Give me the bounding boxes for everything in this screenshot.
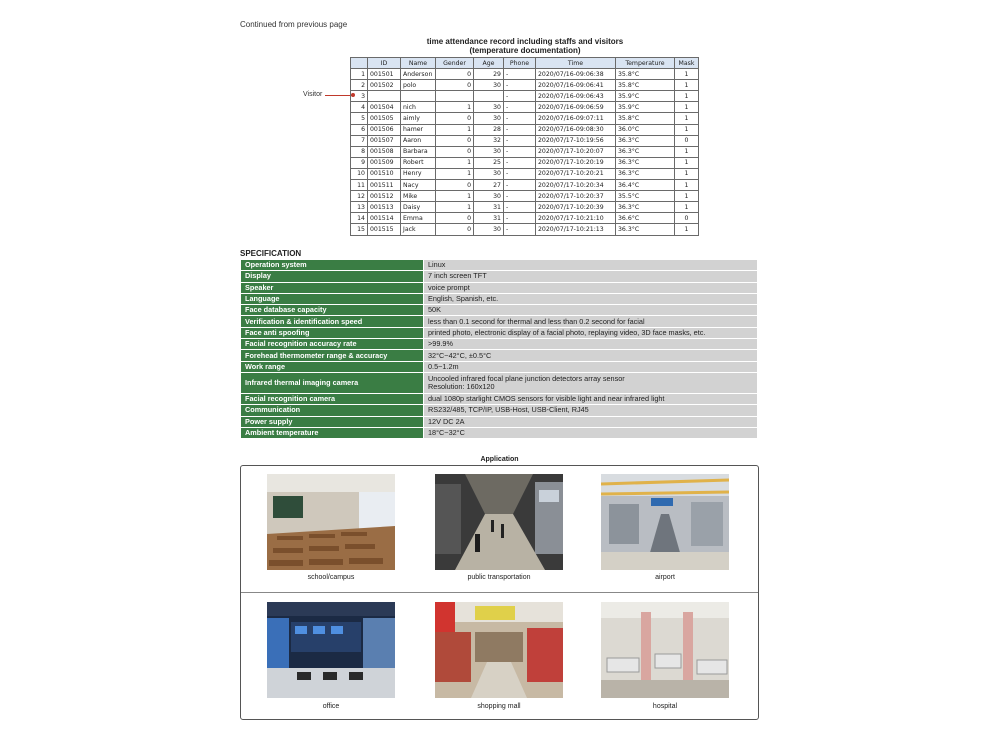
table-cell: Mike [401, 191, 436, 202]
table-cell: 36.4°C [616, 180, 675, 191]
table-cell: 30 [474, 102, 504, 113]
visitor-pointer-line [325, 95, 353, 96]
table-cell: - [504, 202, 536, 213]
spec-row [241, 305, 758, 316]
col-header-name: Name [401, 58, 436, 69]
table-cell: 001508 [368, 146, 401, 157]
table-cell: 2020/07/17-10:20:07 [536, 146, 616, 157]
col-header-temperature: Temperature [616, 58, 675, 69]
table-cell: 0 [675, 135, 699, 146]
spec-value: printed photo, electronic display of a facial photo, replaying video, 3D face masks, etc. [424, 327, 758, 338]
table-cell: 30 [474, 146, 504, 157]
spec-row [241, 327, 758, 338]
attendance-title-line1: time attendance record including staffs and visitors [426, 37, 624, 46]
table-cell: 36.6°C [616, 213, 675, 224]
table-row [351, 102, 699, 113]
table-cell: Daisy [401, 202, 436, 213]
table-cell: - [504, 191, 536, 202]
spec-row [241, 372, 758, 393]
caption-transport: public transportation [467, 574, 531, 581]
table-cell: 001511 [368, 180, 401, 191]
table-cell: Aaron [401, 135, 436, 146]
spec-key: Speaker [241, 282, 424, 293]
table-cell: Jack [401, 224, 436, 235]
col-header-index [351, 58, 368, 69]
table-cell: 2020/07/16-09:06:43 [536, 91, 616, 102]
table-cell: - [504, 146, 536, 157]
col-header-id: ID [368, 58, 401, 69]
table-cell [368, 91, 401, 102]
spec-row [241, 405, 758, 416]
table-cell: 1 [675, 80, 699, 91]
spec-row [241, 260, 758, 271]
table-cell [436, 91, 474, 102]
table-cell: 0 [675, 213, 699, 224]
table-cell: hamer [401, 124, 436, 135]
table-cell: 2020/07/16-09:06:38 [536, 69, 616, 80]
table-cell: 35.8°C [616, 80, 675, 91]
table-cell: 9 [351, 157, 368, 168]
spec-key: Communication [241, 405, 424, 416]
table-cell: 2020/07/16-09:06:41 [536, 80, 616, 91]
spec-value: RS232/485, TCP/IP, USB-Host, USB-Client, RJ45 [424, 405, 758, 416]
table-cell: - [504, 80, 536, 91]
spec-value-line2: Resolution: 160x120 [428, 381, 495, 391]
caption-airport: airport [655, 574, 675, 581]
table-cell: 36.3°C [616, 168, 675, 179]
mall-photo [435, 602, 563, 698]
table-row [351, 180, 699, 191]
visitor-label: Visitor [303, 91, 323, 98]
table-cell: - [504, 213, 536, 224]
spec-value: 7 inch screen TFT [424, 271, 758, 282]
table-cell: - [504, 224, 536, 235]
table-cell: 0 [436, 146, 474, 157]
table-cell: 36.3°C [616, 224, 675, 235]
table-cell: polo [401, 80, 436, 91]
table-cell: 2020/07/17-10:20:21 [536, 168, 616, 179]
table-cell: 1 [675, 69, 699, 80]
spec-key: Language [241, 293, 424, 304]
table-cell: 35.8°C [616, 113, 675, 124]
table-cell: 6 [351, 124, 368, 135]
table-row [351, 135, 699, 146]
spec-row [241, 361, 758, 372]
table-cell: 1 [436, 202, 474, 213]
table-cell: 4 [351, 102, 368, 113]
table-cell: 36.3°C [616, 135, 675, 146]
table-cell: 11 [351, 180, 368, 191]
table-cell: 001514 [368, 213, 401, 224]
spec-key: Verification & identification speed [241, 316, 424, 327]
table-cell: 2020/07/16-09:08:30 [536, 124, 616, 135]
spec-row [241, 282, 758, 293]
table-cell: 001513 [368, 202, 401, 213]
table-cell: - [504, 113, 536, 124]
col-header-age: Age [474, 58, 504, 69]
caption-hospital: hospital [652, 703, 678, 710]
caption-office: office [322, 703, 340, 710]
table-cell: 36.3°C [616, 202, 675, 213]
classroom-photo [267, 474, 395, 570]
table-cell: aimly [401, 113, 436, 124]
spec-row [241, 316, 758, 327]
table-cell: 1 [675, 224, 699, 235]
table-cell: 27 [474, 180, 504, 191]
spec-key: Ambient temperature [241, 427, 424, 438]
table-row [351, 202, 699, 213]
table-cell: - [504, 69, 536, 80]
table-cell: - [504, 124, 536, 135]
table-row [351, 191, 699, 202]
table-cell: 001505 [368, 113, 401, 124]
table-cell: 36.3°C [616, 146, 675, 157]
table-cell: 31 [474, 202, 504, 213]
spec-row [241, 339, 758, 350]
airport-photo [601, 474, 729, 570]
table-cell: 2 [351, 80, 368, 91]
table-cell: 001507 [368, 135, 401, 146]
table-cell [474, 91, 504, 102]
table-cell: 1 [436, 102, 474, 113]
subway-photo [435, 474, 563, 570]
table-cell: 001501 [368, 69, 401, 80]
table-cell: 13 [351, 202, 368, 213]
spec-value: dual 1080p starlight CMOS sensors for visible light and near infrared light [424, 393, 758, 404]
spec-value-line1: Uncooled infrared focal plane junction detectors array sensor [428, 373, 625, 383]
spec-value [424, 372, 758, 393]
spec-value: 12V DC 2A [424, 416, 758, 427]
table-cell: - [504, 157, 536, 168]
table-cell: 36.0°C [616, 124, 675, 135]
table-cell: - [504, 168, 536, 179]
table-cell: 35.5°C [616, 191, 675, 202]
spec-value: 18°C~32°C [424, 427, 758, 438]
caption-mall: shopping mall [477, 703, 521, 710]
table-cell: 2020/07/17-10:20:34 [536, 180, 616, 191]
table-cell: 0 [436, 213, 474, 224]
spec-key: Operation system [241, 260, 424, 271]
table-cell: 1 [675, 113, 699, 124]
table-cell: 35.8°C [616, 69, 675, 80]
spec-key: Face anti spoofing [241, 327, 424, 338]
table-cell: Anderson [401, 69, 436, 80]
spec-row [241, 416, 758, 427]
col-header-time: Time [536, 58, 616, 69]
table-cell: 0 [436, 224, 474, 235]
table-cell: 30 [474, 168, 504, 179]
spec-row [241, 393, 758, 404]
table-cell: 2020/07/17-10:20:37 [536, 191, 616, 202]
col-header-mask: Mask [675, 58, 699, 69]
spec-value: Linux [424, 260, 758, 271]
spec-key: Forehead thermometer range & accuracy [241, 350, 424, 361]
table-cell: Nacy [401, 180, 436, 191]
table-cell: 001506 [368, 124, 401, 135]
table-cell: 30 [474, 80, 504, 91]
table-cell: nich [401, 102, 436, 113]
table-cell: 30 [474, 191, 504, 202]
office-photo [267, 602, 395, 698]
table-cell: 29 [474, 69, 504, 80]
table-cell: 1 [675, 146, 699, 157]
table-cell: 28 [474, 124, 504, 135]
table-cell: 1 [675, 91, 699, 102]
spec-value: voice prompt [424, 282, 758, 293]
table-cell: 0 [436, 135, 474, 146]
table-cell: - [504, 102, 536, 113]
table-cell: 30 [474, 113, 504, 124]
table-row [351, 168, 699, 179]
spec-row [241, 293, 758, 304]
table-cell: 35.9°C [616, 91, 675, 102]
caption-school: school/campus [307, 574, 355, 581]
table-cell: 1 [675, 102, 699, 113]
table-cell: 10 [351, 168, 368, 179]
spec-key: Work range [241, 361, 424, 372]
table-cell: 0 [436, 113, 474, 124]
spec-key: Facial recognition camera [241, 393, 424, 404]
spec-row [241, 427, 758, 438]
table-cell: 1 [675, 168, 699, 179]
table-cell: Henry [401, 168, 436, 179]
col-header-gender: Gender [436, 58, 474, 69]
spec-key: Display [241, 271, 424, 282]
table-cell: 31 [474, 213, 504, 224]
table-cell: 001509 [368, 157, 401, 168]
specification-title: SPECIFICATION [240, 249, 302, 258]
table-cell: 2020/07/16-09:07:11 [536, 113, 616, 124]
table-row [351, 80, 699, 91]
table-row [351, 213, 699, 224]
col-header-phone: Phone [504, 58, 536, 69]
table-cell: 2020/07/17-10:20:39 [536, 202, 616, 213]
table-cell: 1 [436, 168, 474, 179]
attendance-header-row [351, 58, 699, 69]
table-cell: 0 [436, 80, 474, 91]
table-cell: Robert [401, 157, 436, 168]
table-cell: 0 [436, 69, 474, 80]
spec-value: 32°C~42°C, ±0.5°C [424, 350, 758, 361]
table-row [351, 124, 699, 135]
table-cell: 3 [351, 91, 368, 102]
table-cell: 1 [436, 157, 474, 168]
table-cell: - [504, 91, 536, 102]
table-cell [401, 91, 436, 102]
table-cell: Emma [401, 213, 436, 224]
table-cell: 001510 [368, 168, 401, 179]
application-title: Application [480, 456, 519, 463]
application-divider [241, 592, 758, 593]
continued-note: Continued from previous page [240, 20, 348, 29]
table-cell: 8 [351, 146, 368, 157]
spec-key: Face database capacity [241, 305, 424, 316]
spec-value: >99.9% [424, 339, 758, 350]
spec-row [241, 350, 758, 361]
spec-value: less than 0.1 second for thermal and less than 0.2 second for facial [424, 316, 758, 327]
table-cell: 2020/07/17-10:19:56 [536, 135, 616, 146]
table-cell: 1 [675, 180, 699, 191]
table-cell: 0 [436, 180, 474, 191]
table-cell: 30 [474, 224, 504, 235]
table-cell: 1 [675, 202, 699, 213]
spec-value: 0.5~1.2m [424, 361, 758, 372]
table-cell: 12 [351, 191, 368, 202]
attendance-title-line2: (temperature documentation) [469, 46, 581, 55]
table-cell: 1 [675, 191, 699, 202]
table-cell: 15 [351, 224, 368, 235]
table-row [351, 224, 699, 235]
specification-table [240, 259, 758, 439]
hospital-photo [601, 602, 729, 698]
table-cell: 1 [351, 69, 368, 80]
spec-value: 50K [424, 305, 758, 316]
table-row [351, 157, 699, 168]
attendance-title [330, 37, 720, 55]
table-cell: 1 [675, 157, 699, 168]
table-cell: 35.9°C [616, 102, 675, 113]
spec-key: Power supply [241, 416, 424, 427]
table-cell: 001504 [368, 102, 401, 113]
table-row [351, 91, 699, 102]
table-cell: 001512 [368, 191, 401, 202]
table-row [351, 146, 699, 157]
table-cell: 1 [436, 191, 474, 202]
table-row [351, 113, 699, 124]
table-cell: 1 [675, 124, 699, 135]
spec-row [241, 271, 758, 282]
table-cell: 1 [436, 124, 474, 135]
table-cell: 25 [474, 157, 504, 168]
attendance-table [350, 57, 699, 236]
table-cell: 14 [351, 213, 368, 224]
spec-key: Infrared thermal imaging camera [241, 372, 424, 393]
table-cell: 001502 [368, 80, 401, 91]
spec-key: Facial recognition accuracy rate [241, 339, 424, 350]
table-cell: 5 [351, 113, 368, 124]
table-cell: Barbara [401, 146, 436, 157]
table-cell: - [504, 180, 536, 191]
table-row [351, 69, 699, 80]
table-cell: - [504, 135, 536, 146]
table-cell: 001515 [368, 224, 401, 235]
table-cell: 36.3°C [616, 157, 675, 168]
table-cell: 2020/07/17-10:21:13 [536, 224, 616, 235]
spec-value: English, Spanish, etc. [424, 293, 758, 304]
table-cell: 2020/07/17-10:20:19 [536, 157, 616, 168]
table-cell: 32 [474, 135, 504, 146]
table-cell: 2020/07/16-09:06:59 [536, 102, 616, 113]
table-cell: 2020/07/17-10:21:10 [536, 213, 616, 224]
table-cell: 7 [351, 135, 368, 146]
